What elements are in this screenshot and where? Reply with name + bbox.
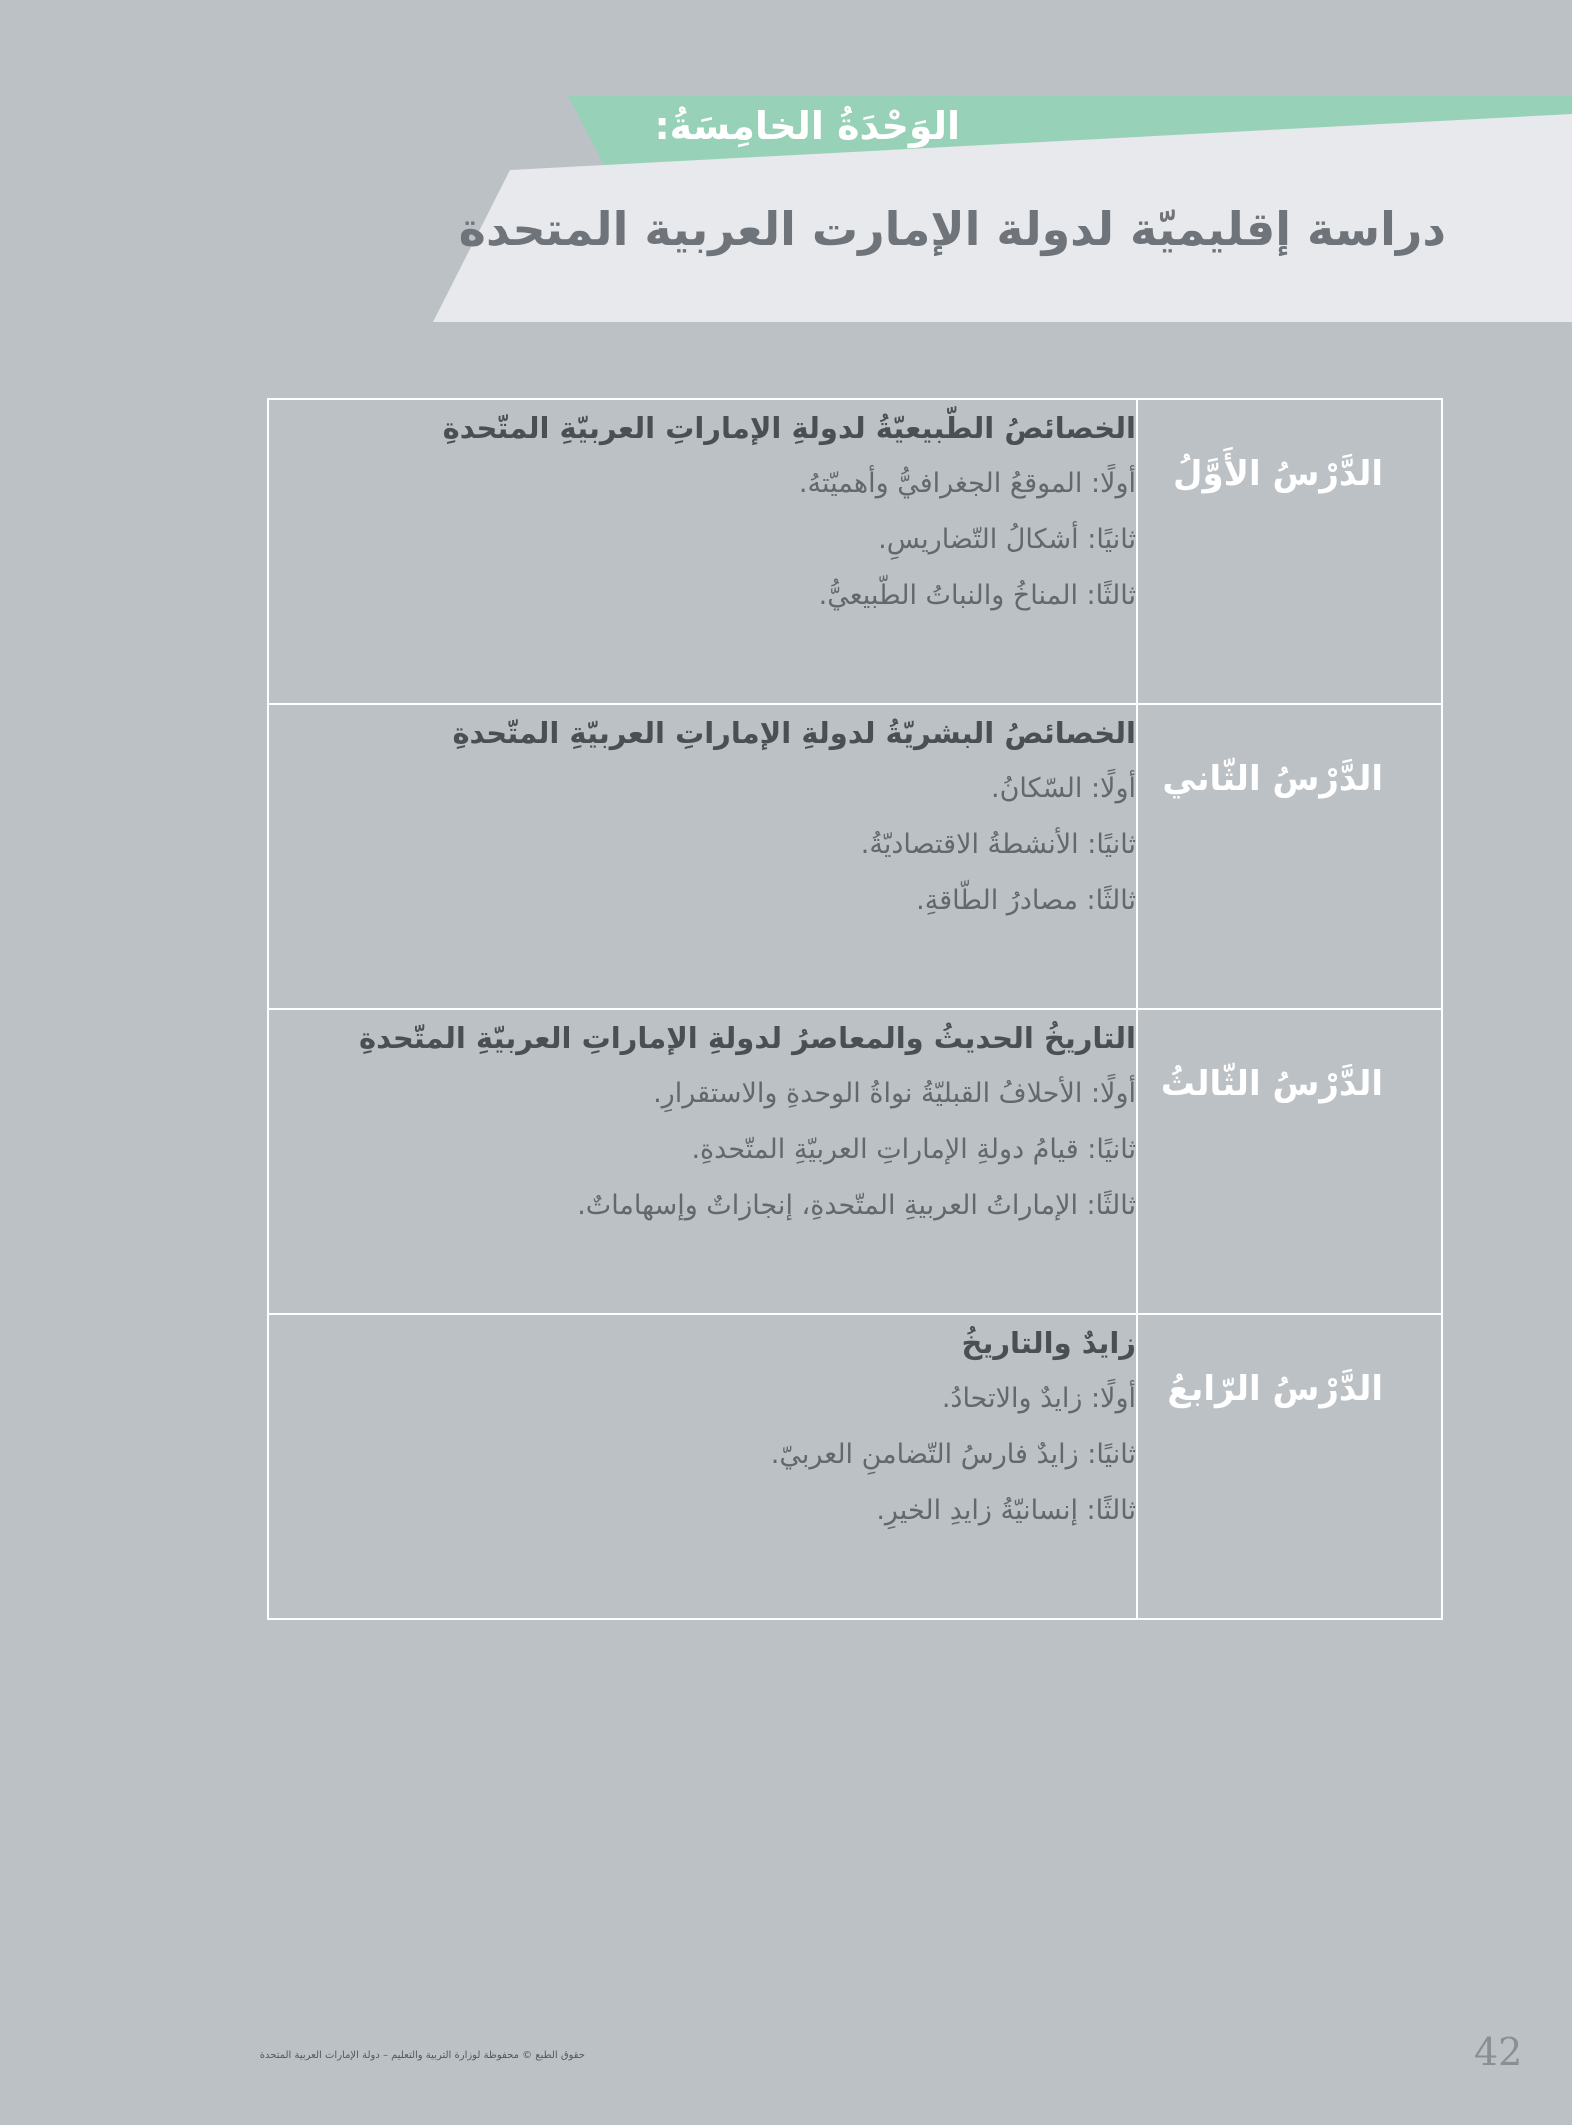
lesson-topic: ثانيًا: أشكالُ التّضاريسِ. [878,524,1136,555]
lesson-content-cell [268,704,1137,1009]
unit-title: دراسة إقليميّة لدولة الإمارت العربية المتحدة [458,202,1446,256]
lesson-name-cell [1137,399,1442,704]
lesson-content-cell [268,399,1137,704]
lesson-topic: أولًا: السّكانُ. [991,773,1136,804]
lesson-name: الدَّرْسُ الثّالثُ [1160,1064,1383,1104]
lesson-topic: أولًا: الموقعُ الجغرافيُّ وأهميّتهُ. [798,468,1136,499]
copyright-notice: حقوق الطبع © محفوظة لوزارة التربية والتعليم – دولة الإمارات العربية المتحدة [259,2050,585,2061]
lesson-name-cell [1137,1314,1442,1619]
lesson-row [268,1009,1442,1314]
lesson-title: التاريخُ الحديثُ والمعاصرُ لدولةِ الإماراتِ العربيّةِ المتّحدةِ [358,1021,1136,1055]
lesson-topic: ثانيًا: قيامُ دولةِ الإماراتِ العربيّةِ المتّحدةِ. [691,1134,1136,1165]
lesson-topic: أولًا: زايدٌ والاتحادُ. [941,1383,1136,1414]
lesson-content-cell [268,1009,1137,1314]
lesson-row [268,399,1442,704]
lesson-topic: ثانيًا: زايدٌ فارسُ التّضامنِ العربيّ. [770,1439,1136,1470]
lesson-name: الدَّرْسُ الرّابعُ [1167,1369,1383,1409]
lesson-title: زايدٌ والتاريخُ [961,1326,1136,1360]
lesson-title: الخصائصُ الطّبيعيّةُ لدولةِ الإماراتِ العربيّةِ المتّحدةِ [442,411,1136,445]
page-number: 42 [1474,2030,1523,2074]
unit-banner [0,0,1572,330]
lesson-topic: ثالثًا: المناخُ والنباتُ الطّبيعيُّ. [818,580,1136,611]
lesson-content-cell [268,1314,1137,1619]
lesson-topic: ثالثًا: الإماراتُ العربيةِ المتّحدةِ، إنجازاتٌ وإسهاماتٌ. [577,1190,1136,1221]
lessons-table [267,398,1443,1620]
lesson-topic: ثالثًا: مصادرُ الطّاقةِ. [916,885,1136,916]
lesson-topic: أولًا: الأحلافُ القبليّةُ نواةُ الوحدةِ والاستقرارِ. [653,1078,1136,1109]
lesson-row [268,704,1442,1009]
lesson-row [268,1314,1442,1619]
lesson-name: الدَّرْسُ الأَوَّلُ [1173,454,1383,494]
lesson-topic: ثالثًا: إنسانيّةُ زايدِ الخيرِ. [876,1495,1136,1526]
lesson-name-cell [1137,1009,1442,1314]
lesson-topic: ثانيًا: الأنشطةُ الاقتصاديّةُ. [860,829,1136,860]
lesson-name-cell [1137,704,1442,1009]
lesson-name: الدَّرْسُ الثّاني [1162,759,1383,799]
lesson-title: الخصائصُ البشريّةُ لدولةِ الإماراتِ العربيّةِ المتّحدةِ [452,716,1136,750]
unit-label: الوَحْدَةُ الخامِسَةُ: [654,104,960,148]
